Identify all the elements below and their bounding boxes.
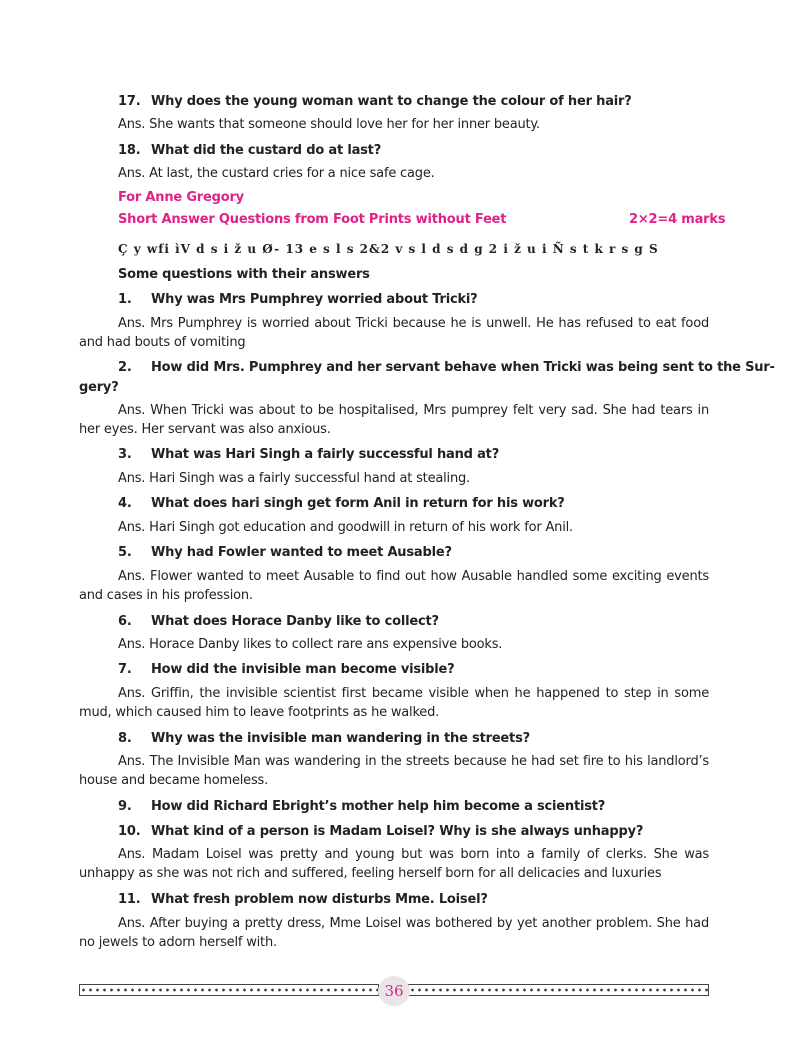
- answer-11: Ans. After buying a pretty dress, Mme Loisel was bothered by yet another problem. She had no jewels to adorn herself with.: [79, 916, 709, 950]
- section-marks: 2×2=4 marks: [629, 212, 726, 227]
- garbled-hindi-line: Ç y wfi ìV d s i ž u Ø- 13 e s l s 2&2 v s l d s d g 2 i ž u i Ñ s t k r s g S: [118, 242, 659, 256]
- question-17: 17. Why does the young woman want to change the colour of her hair?: [118, 94, 632, 109]
- answer-7: Ans. Griffin, the invisible scientist first became visible when he happened to step in some mud, which caused him to leave footprints as he walked.: [79, 686, 709, 720]
- footer-border-right: [408, 984, 709, 996]
- question-3: 3. What was Hari Singh a fairly successful hand at?: [118, 447, 500, 462]
- answer-17: Ans. She wants that someone should love her for her inner beauty.: [118, 117, 540, 132]
- question-7: 7. How did the invisible man become visible?: [118, 662, 455, 677]
- answer-10: Ans. Madam Loisel was pretty and young but was born into a family of clerks. She was unhappy as she was not rich and suffered, feeling herself born for all delicacies and luxuries: [79, 847, 709, 881]
- question-5: 5. Why had Fowler wanted to meet Ausable?: [118, 545, 452, 560]
- question-6: 6. What does Horace Danby like to collect?: [118, 614, 439, 629]
- question-10: 10. What kind of a person is Madam Loisel? Why is she always unhappy?: [118, 824, 644, 839]
- question-4: 4. What does hari singh get form Anil in return for his work?: [118, 496, 565, 511]
- question-8: 8. Why was the invisible man wandering in the streets?: [118, 731, 530, 746]
- answer-2: Ans. When Tricki was about to be hospitalised, Mrs pumprey felt very sad. She had tears in her eyes. Her servant was also anxious.: [79, 403, 709, 437]
- answer-18: Ans. At last, the custard cries for a nice safe cage.: [118, 166, 435, 181]
- page-number: 36: [378, 976, 410, 1006]
- question-18: 18. What did the custard do at last?: [118, 143, 382, 158]
- answer-3: Ans. Hari Singh was a fairly successful hand at stealing.: [118, 471, 470, 486]
- question-2: 2. How did Mrs. Pumphrey and her servant behave when Tricki was being sent to the Sur-: [118, 360, 775, 375]
- answer-1: Ans. Mrs Pumphrey is worried about Tricki because he is unwell. He has refused to eat food and had bouts of vomiting: [79, 316, 709, 350]
- answer-6: Ans. Horace Danby likes to collect rare ans expensive books.: [118, 637, 503, 652]
- footer-border-left: [79, 984, 379, 996]
- section-intro: Some questions with their answers: [118, 267, 370, 282]
- answer-4: Ans. Hari Singh got education and goodwill in return of his work for Anil.: [118, 520, 573, 535]
- answer-8: Ans. The Invisible Man was wandering in the streets because he had set fire to his landlord’s house and became homeless.: [79, 754, 709, 788]
- section-title: For Anne Gregory: [118, 190, 244, 205]
- question-2-cont: gery?: [79, 380, 119, 395]
- question-11: 11. What fresh problem now disturbs Mme. Loisel?: [118, 892, 488, 907]
- answer-5: Ans. Flower wanted to meet Ausable to find out how Ausable handled some exciting events and cases in his profession.: [79, 569, 709, 603]
- question-9: 9. How did Richard Ebright’s mother help him become a scientist?: [118, 799, 606, 814]
- section-subtitle: Short Answer Questions from Foot Prints without Feet: [118, 212, 507, 227]
- question-1: 1. Why was Mrs Pumphrey worried about Tricki?: [118, 292, 478, 307]
